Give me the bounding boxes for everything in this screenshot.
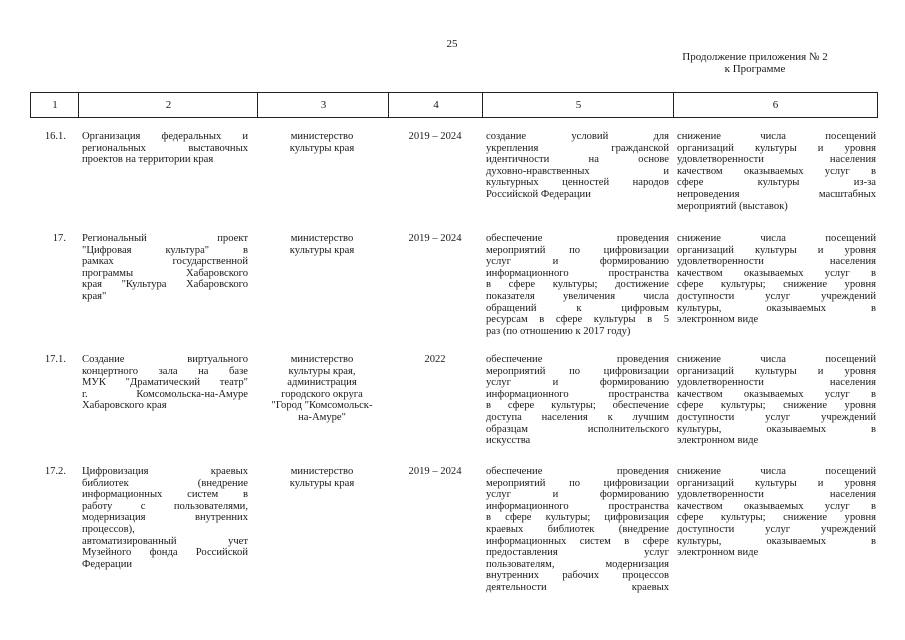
text-line: Музейного фонда Российской xyxy=(82,547,248,559)
text-line: услуг и формированию xyxy=(486,256,669,268)
text-line: края" xyxy=(82,290,107,302)
text-line: организаций культуры и уровня xyxy=(677,244,876,256)
header-col-1: 1 xyxy=(52,99,58,111)
text-line: в сфере культуры; обеспечение xyxy=(486,400,669,412)
cell-row-number xyxy=(30,466,66,478)
text-line: 2019 – 2024 xyxy=(408,233,462,244)
cell-row-number xyxy=(30,233,66,245)
text-line: удовлетворенности населения xyxy=(677,377,876,389)
text-line: министерство xyxy=(290,466,354,477)
text-line: "Город "Комсомольск- xyxy=(271,400,373,412)
text-line: культурных ценностей народов xyxy=(486,177,669,189)
text-line: обеспечение проведения xyxy=(486,466,669,477)
text-line: электронном виде xyxy=(677,435,759,447)
text-line: Создание виртуального xyxy=(82,354,248,365)
text-line: создание условий для xyxy=(486,131,669,142)
text-line: снижение числа посещений xyxy=(677,354,876,365)
text-line: снижение числа посещений xyxy=(677,233,876,244)
cell-period xyxy=(390,466,480,478)
header-col-2: 2 xyxy=(78,93,258,117)
text-line: электронном виде xyxy=(677,547,759,559)
text-line: информационного пространства xyxy=(486,388,669,400)
text-line: удовлетворенности населения xyxy=(677,154,876,166)
text-line: Федерации xyxy=(82,558,133,570)
cell-period xyxy=(390,233,480,245)
text-line: услуг и формированию xyxy=(486,489,669,501)
cell-period xyxy=(390,354,480,366)
text-line: городского округа xyxy=(281,388,363,400)
text-line: 17.2. xyxy=(44,466,66,477)
text-line: информационного пространства xyxy=(486,267,669,279)
text-line: искусства xyxy=(486,435,531,447)
text-line: 17. xyxy=(52,233,66,244)
text-line: администрация xyxy=(287,377,357,389)
text-line: удовлетворенности населения xyxy=(677,256,876,268)
text-line: региональных выставочных xyxy=(82,142,248,154)
text-line: мероприятий по цифровизации xyxy=(486,477,669,489)
cell-period xyxy=(390,131,480,143)
text-line: культуры, оказываемых в xyxy=(677,423,876,435)
text-line: в сфере культуры; достижение xyxy=(486,279,669,291)
text-line: предоставления услуг xyxy=(486,547,669,559)
cell-consequences xyxy=(677,466,876,559)
text-line: качеством оказываемых услуг в xyxy=(677,165,876,177)
text-line: культуры края xyxy=(289,244,355,256)
text-line: края "Культура Хабаровского xyxy=(82,279,248,291)
text-line: обеспечение проведения xyxy=(486,233,669,244)
text-line: программы Хабаровского xyxy=(82,267,248,279)
cell-executor xyxy=(258,233,386,256)
text-line: культуры края xyxy=(289,477,355,489)
text-line: доступа населения к лучшим xyxy=(486,411,669,423)
cell-expected-result xyxy=(486,233,669,337)
text-line: организаций культуры и уровня xyxy=(677,142,876,154)
text-line: 2019 – 2024 xyxy=(408,131,462,142)
text-line: обеспечение проведения xyxy=(486,354,669,365)
text-line: сфере культуры из-за xyxy=(677,177,876,189)
text-line: библиотек (внедрение xyxy=(82,477,248,489)
text-line: Хабаровского края xyxy=(82,400,167,412)
cell-measure-name xyxy=(82,354,248,412)
text-line: электронном виде xyxy=(677,314,759,326)
text-line: "Цифровая культура" в xyxy=(82,244,248,256)
text-line: деятельности краевых xyxy=(486,581,669,593)
text-line: министерство xyxy=(290,131,354,142)
header-col-4: 4 xyxy=(388,93,483,117)
text-line: удовлетворенности населения xyxy=(677,489,876,501)
text-line: Региональный проект xyxy=(82,233,248,244)
cell-row-number xyxy=(30,131,66,143)
text-line: МУК "Драматический театр" xyxy=(82,377,248,389)
text-line: информационных систем в xyxy=(82,489,248,501)
text-line: культуры края, xyxy=(288,365,356,377)
header-col-6: 6 xyxy=(673,93,877,117)
text-line: Цифровизация краевых xyxy=(82,466,248,477)
text-line: укрепления гражданской xyxy=(486,142,669,154)
text-line: доступности услуг учреждений xyxy=(677,411,876,423)
header-col-5: 5 xyxy=(482,93,674,117)
cell-measure-name xyxy=(82,466,248,570)
cell-executor xyxy=(258,131,386,154)
text-line: качеством оказываемых услуг в xyxy=(677,267,876,279)
text-line: г. Комсомольска-на-Амуре xyxy=(82,388,248,400)
cell-expected-result xyxy=(486,131,669,201)
text-line: проектов на территории края xyxy=(82,154,214,166)
text-line: рамках государственной xyxy=(82,256,248,268)
page-number: 25 xyxy=(446,38,458,50)
text-line: Российской Федерации xyxy=(486,188,591,200)
text-line: 2019 – 2024 xyxy=(408,466,462,477)
text-line: процессов), xyxy=(82,523,135,535)
text-line: 2022 xyxy=(424,354,446,365)
text-line: ресурсам в сфере культуры в 5 xyxy=(486,314,669,326)
text-line: мероприятий (выставок) xyxy=(677,200,788,212)
cell-consequences xyxy=(677,131,876,212)
text-line: сфере культуры; снижение уровня xyxy=(677,400,876,412)
text-line: на-Амуре" xyxy=(298,411,346,423)
text-line: автоматизированный учет xyxy=(82,535,248,547)
text-line: идентичности на основе xyxy=(486,154,669,166)
text-line: работу с пользователями, xyxy=(82,500,248,512)
text-line: внутренних рабочих процессов xyxy=(486,570,669,582)
cell-expected-result xyxy=(486,354,669,447)
text-line: информационных систем в сфере xyxy=(486,535,669,547)
appendix-line-1: Продолжение приложения № 2 xyxy=(682,51,828,63)
text-line: обращений к цифровым xyxy=(486,302,669,314)
cell-consequences xyxy=(677,354,876,447)
text-line: духовно-нравственных и xyxy=(486,165,669,177)
text-line: снижение числа посещений xyxy=(677,466,876,477)
text-line: показателя увеличения числа xyxy=(486,290,669,302)
text-line: культуры, оказываемых в xyxy=(677,302,876,314)
cell-row-number xyxy=(30,354,66,366)
text-line: модернизация внутренних xyxy=(82,512,248,524)
text-line: культуры, оказываемых в xyxy=(677,535,876,547)
cell-expected-result xyxy=(486,466,669,594)
text-line: качеством оказываемых услуг в xyxy=(677,500,876,512)
text-line: мероприятий по цифровизации xyxy=(486,244,669,256)
text-line: сфере культуры; снижение уровня xyxy=(677,279,876,291)
text-line: культуры края xyxy=(289,142,355,154)
text-line: качеством оказываемых услуг в xyxy=(677,388,876,400)
text-line: министерство xyxy=(290,354,354,365)
cell-measure-name xyxy=(82,131,248,166)
text-line: концертного зала на базе xyxy=(82,365,248,377)
header-col-3: 3 xyxy=(257,93,389,117)
text-line: организаций культуры и уровня xyxy=(677,365,876,377)
text-line: информационного пространства xyxy=(486,500,669,512)
appendix-line-2: к Программе xyxy=(724,63,786,75)
text-line: мероприятий по цифровизации xyxy=(486,365,669,377)
text-line: 16.1. xyxy=(44,131,66,142)
cell-measure-name xyxy=(82,233,248,303)
text-line: доступности услуг учреждений xyxy=(677,523,876,535)
cell-executor xyxy=(258,466,386,489)
text-line: Организация федеральных и xyxy=(82,131,248,142)
text-line: раз (по отношению к 2017 году) xyxy=(486,325,631,337)
text-line: образцам исполнительского xyxy=(486,423,669,435)
text-line: непроведения масштабных xyxy=(677,188,876,200)
text-line: организаций культуры и уровня xyxy=(677,477,876,489)
cell-consequences xyxy=(677,233,876,326)
text-line: сфере культуры; снижение уровня xyxy=(677,512,876,524)
cell-executor xyxy=(258,354,386,424)
text-line: услуг и формированию xyxy=(486,377,669,389)
text-line: министерство xyxy=(290,233,354,244)
text-line: доступности услуг учреждений xyxy=(677,290,876,302)
appendix-caption xyxy=(655,51,855,75)
text-line: краевых библиотек (внедрение xyxy=(486,523,669,535)
text-line: пользователям, модернизация xyxy=(486,558,669,570)
text-line: в сфере культуры; цифровизация xyxy=(486,512,669,524)
text-line: снижение числа посещений xyxy=(677,131,876,142)
table-header xyxy=(30,92,878,118)
text-line: 17.1. xyxy=(44,354,66,365)
